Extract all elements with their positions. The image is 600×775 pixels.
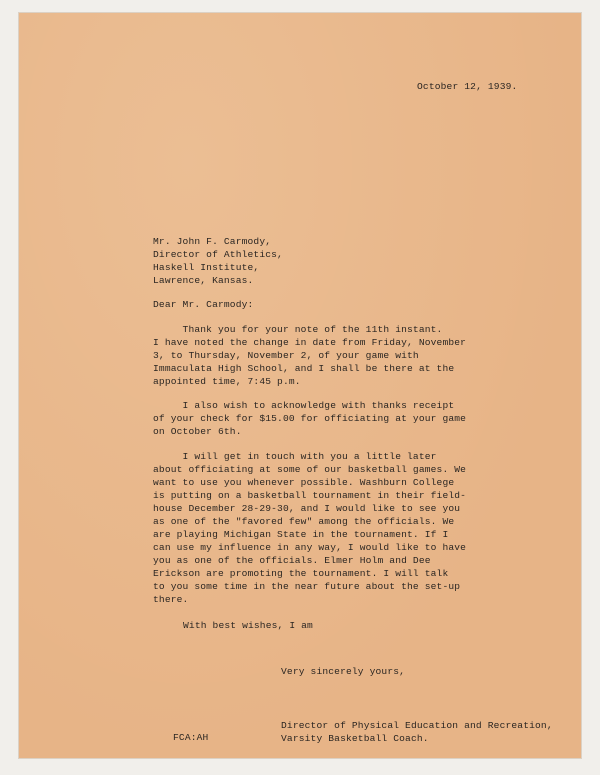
body-line: house December 28-29-30, and I would like to see you: [153, 503, 461, 514]
body-line: on October 6th.: [153, 426, 242, 437]
body-line: about officiating at some of our basketball games. We: [153, 464, 467, 475]
body-line: you as one of the officials. Elmer Holm and Dee: [153, 555, 431, 566]
body-line: of your check for $15.00 for officiating at your game: [153, 413, 467, 424]
body-line: I have noted the change in date from Friday, November: [153, 337, 467, 348]
body-line: Immaculata High School, and I shall be there at the: [153, 363, 455, 374]
body-line: are playing Michigan State in the tournament. If I: [153, 529, 449, 540]
body-line: is putting on a basketball tournament in their field-: [153, 490, 467, 501]
recipient-name: Mr. John F. Carmody,: [153, 236, 272, 247]
body-line: to you some time in the near future about the set-up: [153, 581, 461, 592]
body-line: I will get in touch with you a little later: [153, 451, 437, 462]
signature-title-line: Varsity Basketball Coach.: [281, 733, 429, 744]
body-line: appointed time, 7:45 p.m.: [153, 376, 301, 387]
recipient-title: Director of Athletics,: [153, 249, 283, 260]
salutation: Dear Mr. Carmody:: [153, 299, 254, 310]
complimentary-close: Very sincerely yours,: [281, 666, 406, 677]
body-line: Erickson are promoting the tournament. I will talk: [153, 568, 449, 579]
signature-title-line: Director of Physical Education and Recreation,: [281, 720, 553, 731]
recipient-location: Lawrence, Kansas.: [153, 275, 254, 286]
body-line: Thank you for your note of the 11th instant.: [153, 324, 443, 335]
closing-line: With best wishes, I am: [183, 620, 313, 631]
reference-initials: FCA:AH: [173, 732, 209, 743]
letter-page: [19, 13, 581, 758]
letter-date: October 12, 1939.: [417, 81, 518, 92]
body-line: want to use you whenever possible. Washburn College: [153, 477, 455, 488]
recipient-institution: Haskell Institute,: [153, 262, 260, 273]
body-line: as one of the "favored few" among the officials. We: [153, 516, 455, 527]
body-line: can use my influence in any way, I would like to have: [153, 542, 467, 553]
body-line: there.: [153, 594, 189, 605]
body-line: 3, to Thursday, November 2, of your game with: [153, 350, 419, 361]
body-line: I also wish to acknowledge with thanks receipt: [153, 400, 455, 411]
